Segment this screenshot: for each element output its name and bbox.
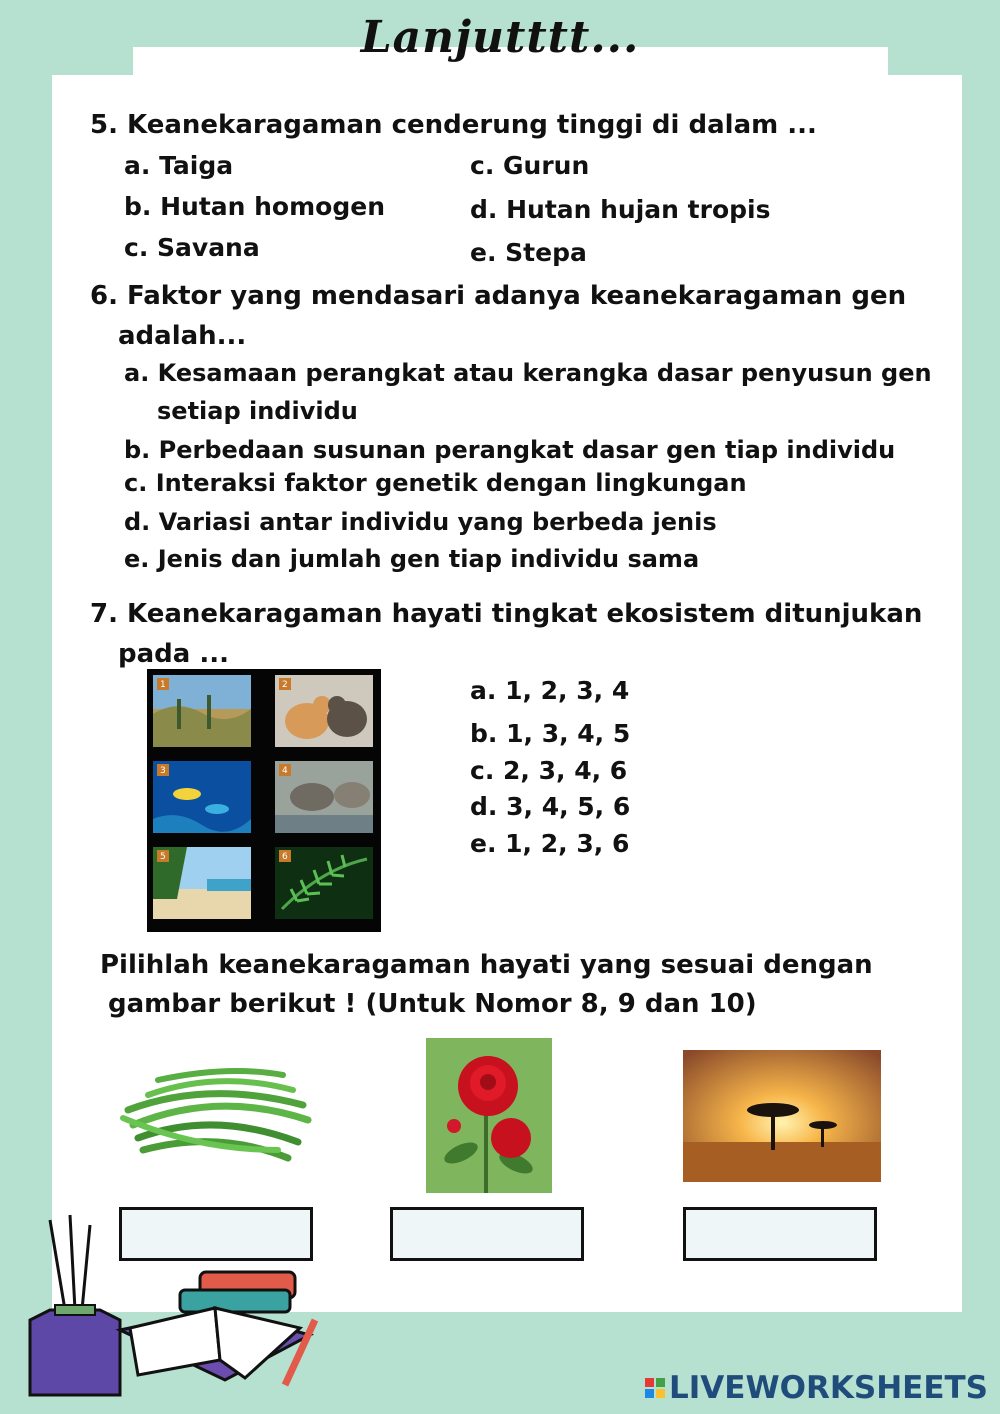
grid-label-2: 2: [282, 680, 288, 690]
q5-option-e[interactable]: e. Stepa: [470, 238, 587, 267]
liveworksheets-mark-icon: [645, 1378, 665, 1398]
red-rose-icon: [426, 1038, 552, 1193]
q7-option-b[interactable]: b. 1, 3, 4, 5: [470, 719, 631, 748]
grid-label-3: 3: [160, 766, 166, 776]
brand-text: LIVEWORKSHEETS: [669, 1370, 988, 1406]
q7-option-a[interactable]: a. 1, 2, 3, 4: [470, 676, 630, 705]
liveworksheets-logo[interactable]: [645, 1370, 988, 1406]
answer-box-9[interactable]: [390, 1207, 584, 1261]
question-6: 6. Faktor yang mendasari adanya keanekaragaman gen: [90, 281, 907, 311]
decor-books-diffuser-icon: [20, 1210, 350, 1410]
title-banner: [0, 0, 1000, 75]
page-title: Lanjutttt...: [360, 12, 640, 63]
ecosystem-photo-grid: [147, 669, 381, 932]
grid-label-5: 5: [160, 852, 166, 862]
green-beans-icon: [118, 1050, 314, 1170]
q5-option-c2[interactable]: c. Gurun: [470, 151, 590, 180]
grid-label-6: 6: [282, 852, 288, 862]
q5-option-d[interactable]: d. Hutan hujan tropis: [470, 195, 771, 224]
q7-option-d[interactable]: d. 3, 4, 5, 6: [470, 792, 631, 821]
instruction-line-1: Pilihlah keanekaragaman hayati yang sesuai dengan: [100, 950, 873, 980]
savanna-tree-icon: [683, 1050, 881, 1182]
instruction-line-2: gambar berikut ! (Untuk Nomor 8, 9 dan 10): [108, 989, 757, 1019]
question-7: 7. Keanekaragaman hayati tingkat ekosistem ditunjukan: [90, 599, 923, 629]
answer-box-10[interactable]: [683, 1207, 877, 1261]
q6-option-e[interactable]: e. Jenis dan jumlah gen tiap individu sama: [124, 545, 700, 573]
question-6-cont: adalah...: [118, 321, 247, 351]
q6-option-d[interactable]: d. Variasi antar individu yang berbeda jenis: [124, 508, 717, 536]
q5-option-a[interactable]: a. Taiga: [124, 151, 234, 180]
q6-option-a-cont[interactable]: setiap individu: [157, 397, 358, 425]
q5-option-b[interactable]: b. Hutan homogen: [124, 192, 385, 221]
question-7-cont: pada ...: [118, 639, 229, 669]
grid-label-1: 1: [160, 680, 166, 690]
q7-option-c[interactable]: c. 2, 3, 4, 6: [470, 756, 628, 785]
q6-option-b[interactable]: b. Perbedaan susunan perangkat dasar gen tiap individu: [124, 436, 896, 464]
q5-option-c[interactable]: c. Savana: [124, 233, 260, 262]
q6-option-c[interactable]: c. Interaksi faktor genetik dengan lingkungan: [124, 469, 747, 497]
q7-option-e[interactable]: e. 1, 2, 3, 6: [470, 829, 630, 858]
grid-label-4: 4: [282, 766, 288, 776]
question-5: 5. Keanekaragaman cenderung tinggi di dalam ...: [90, 110, 817, 140]
q6-option-a[interactable]: a. Kesamaan perangkat atau kerangka dasar penyusun gen: [124, 359, 932, 387]
